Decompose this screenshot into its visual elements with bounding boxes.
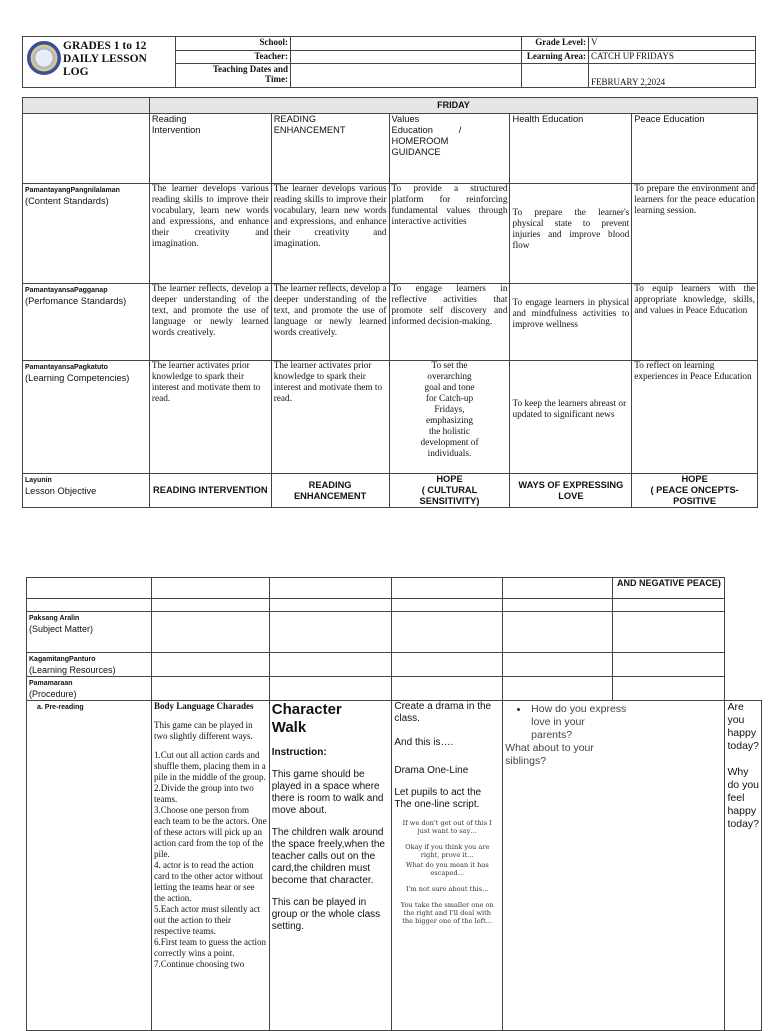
objective-continued: AND NEGATIVE PEACE) — [613, 578, 725, 599]
character-walk-paragraph: This can be played in group or the whole class setting. — [271, 897, 381, 932]
happy-question: Why do you feel happy today? — [727, 766, 759, 830]
learning-competencies-label: PamantayansaPagkatuto (Learning Competencies) — [23, 361, 150, 474]
objective-cell: READING INTERVENTION — [149, 474, 271, 508]
love-question-siblings: What about to your siblings? — [505, 742, 594, 767]
script-line: What do you mean it has escaped… — [405, 861, 489, 877]
happy-today-cell — [725, 701, 762, 1031]
date-label-cell — [522, 64, 589, 88]
header-title-line2: DAILY LESSON LOG — [63, 53, 147, 78]
subject-values-education: Values Education / HOMEROOM GUIDANCE — [389, 114, 510, 184]
charades-step: 4. actor is to read the action card to the other actor without letting the teams hear or see the action. — [153, 860, 263, 903]
script-line: I'm not sure about this… — [405, 885, 489, 893]
instruction-heading: Instruction: — [271, 747, 327, 758]
performance-standards-label: PamantayansaPagganap (Perfomance Standards) — [23, 284, 150, 361]
content-standard-cell: The learner develops various reading skills to improve their vocabulary, learn new words and expressions, and enhance their creativity and imagination. — [149, 184, 271, 284]
subject-corner-cell — [23, 114, 150, 184]
content-standard-cell: The learner develops various reading skills to improve their vocabulary, learn new words and expressions, and enhance their creativity and imagination. — [271, 184, 389, 284]
drama-paragraph: And this is…. — [394, 737, 454, 748]
school-label: School: — [176, 37, 291, 51]
drama-paragraph: Drama One-Line — [394, 765, 469, 776]
lesson-objective-label: Layunin Lesson Objective — [23, 474, 150, 508]
performance-standard-cell: To equip learners with the appropriate knowledge, skills, and values in Peace Education — [632, 284, 758, 361]
lesson-plan-table — [22, 97, 758, 508]
learning-area-value: CATCH UP FRIDAYS — [589, 51, 756, 64]
objective-cell: HOPE ( CULTURAL SENSITIVITY) — [389, 474, 510, 508]
lesson-log-header — [22, 36, 756, 88]
objective-cell: WAYS OF EXPRESSING LOVE — [510, 474, 632, 508]
charades-title: Body Language Charades — [153, 701, 254, 711]
procedure-label: Pamamaraan (Procedure) — [27, 677, 152, 701]
content-standard-cell: To provide a structured platform for reinforcing fundamental values through interactive activities — [389, 184, 510, 284]
school-value — [291, 37, 522, 51]
subject-reading-intervention: Reading Intervention — [149, 114, 271, 184]
charades-step: 3.Choose one person from each team to be the actors. One of these actors will pick up an action card from the top of the pile. — [153, 805, 267, 859]
grade-level-value: V — [589, 37, 756, 51]
header-title-cell — [23, 37, 176, 88]
charades-step: 2.Divide the group into two teams. — [153, 783, 254, 804]
teacher-label: Teacher: — [176, 51, 291, 64]
happy-question: Are you happy today? — [727, 701, 759, 752]
script-line: You take the smaller one on the right and I'll deal with the bigger one of the left… — [400, 901, 494, 925]
love-question-bullet: How do you express love in your parents? — [531, 703, 627, 741]
header-title-line1: GRADES 1 to 12 — [63, 40, 147, 52]
subject-health-education: Health Education — [510, 114, 632, 184]
objective-cell: HOPE ( PEACE ONCEPTS- POSITIVE — [632, 474, 758, 508]
day-corner-cell — [23, 98, 150, 114]
competency-cell: The learner activates prior knowledge to spark their interest and motivate them to read. — [149, 361, 271, 474]
script-line: If we don't get out of this I just want to say… — [402, 819, 492, 835]
body-language-charades-cell — [151, 701, 269, 1031]
teaching-dates-label: Teaching Dates and Time: — [176, 64, 291, 88]
performance-standard-cell: To engage learners in reflective activities that promote self discovery and informed decision-making. — [389, 284, 510, 361]
drama-paragraph: Let pupils to act the The one-line script. — [394, 787, 482, 810]
competency-cell: To set the overarching goal and tone for Catch-up Fridays, emphasizing the holistic development of individuals. — [389, 361, 510, 474]
subject-peace-education: Peace Education — [632, 114, 758, 184]
grade-level-label: Grade Level: — [522, 37, 589, 51]
charades-intro: This game can be played in two slightly different ways. — [153, 720, 253, 741]
day-header: FRIDAY — [149, 98, 757, 114]
objective-cell: READING ENHANCEMENT — [271, 474, 389, 508]
teacher-value — [291, 51, 522, 64]
competency-cell: The learner activates prior knowledge to spark their interest and motivate them to read. — [271, 361, 389, 474]
competency-cell: To reflect on learning experiences in Peace Education — [632, 361, 758, 474]
learning-resources-label: KagamitangPanturo (Learning Resources) — [27, 653, 152, 677]
performance-standard-cell: The learner reflects, develop a deeper understanding of the text, and promote the use of language or newly learned words creatively. — [149, 284, 271, 361]
performance-standard-cell: To engage learners in physical and mindfulness activities to improve wellness — [510, 284, 632, 361]
charades-step: 1.Cut out all action cards and shuffle them, placing them in a pile in the middle of the group. — [153, 750, 266, 782]
charades-step: 7.Continue choosing two — [153, 959, 245, 969]
charades-step: 5.Each actor must silently act out the action to their respective teams. — [153, 904, 261, 936]
content-standard-cell: To prepare the environment and learners for the peace education learning session. — [632, 184, 758, 284]
competency-cell: To keep the learners abreast or updated to significant news — [510, 361, 632, 474]
character-walk-title: Character Walk — [271, 701, 342, 736]
prereading-label: a. Pre-reading — [27, 701, 152, 1031]
expressing-love-cell — [503, 701, 725, 1031]
date-value: FEBRUARY 2,2024 — [589, 64, 756, 88]
content-standard-cell: To prepare the learner's physical state to prevent injuries and improve blood flow — [510, 184, 632, 284]
script-line: Okay if you think you are right, prove it… — [405, 843, 490, 859]
lesson-plan-table-page2 — [26, 577, 762, 1031]
character-walk-paragraph: The children walk around the space freely,when the teacher calls out on the card,the children must become that character. — [271, 827, 385, 886]
charades-step: 6.First team to guess the action correctly wins a point. — [153, 937, 266, 958]
drama-one-line-cell — [392, 701, 503, 1031]
learning-area-label: Learning Area: — [522, 51, 589, 64]
teaching-dates-value — [291, 64, 522, 88]
deped-seal-logo — [27, 41, 61, 75]
character-walk-cell — [269, 701, 392, 1031]
drama-paragraph: Create a drama in the class. — [394, 701, 492, 724]
performance-standard-cell: The learner reflects, develop a deeper understanding of the text, and promote the use of language or newly learned words creatively. — [271, 284, 389, 361]
content-standards-label: PamantayangPangnilalaman (Content Standards) — [23, 184, 150, 284]
character-walk-paragraph: This game should be played in a space where there is room to walk and move about. — [271, 769, 384, 816]
subject-reading-enhancement: READING ENHANCEMENT — [271, 114, 389, 184]
subject-matter-label: Paksang Aralin (Subject Matter) — [27, 612, 152, 653]
